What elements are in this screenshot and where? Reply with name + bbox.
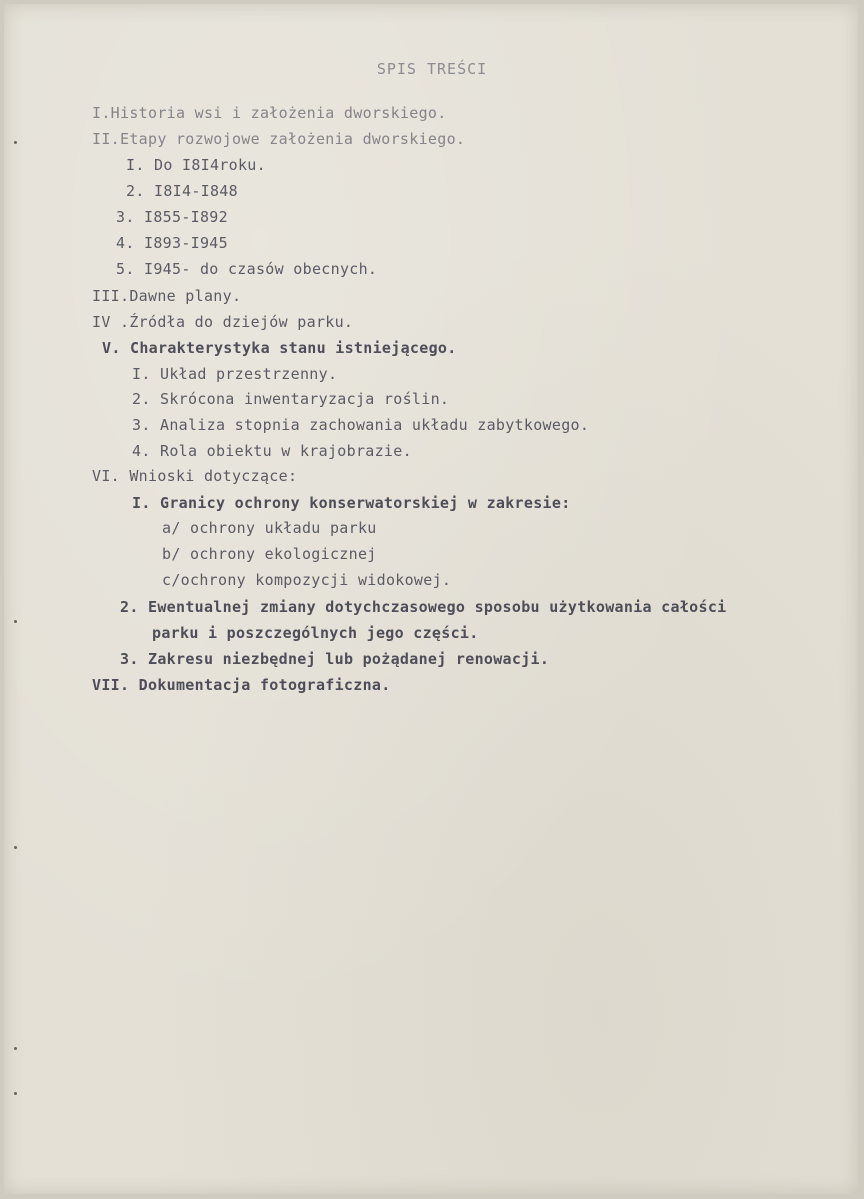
toc-entry: parku i poszczególnych jego części.: [152, 624, 479, 642]
toc-entry: IV .Źródła do dziejów parku.: [92, 313, 354, 331]
toc-entry: a/ ochrony układu parku: [162, 519, 377, 537]
toc-entry: I. Do I8I4roku.: [126, 156, 266, 174]
page-mark: [14, 1092, 17, 1095]
toc-entry: 3. Analiza stopnia zachowania układu zabytkowego.: [132, 416, 590, 434]
toc-entry: III.Dawne plany.: [92, 287, 242, 305]
page-mark: [14, 141, 17, 144]
toc-entry: 2. I8I4-I848: [126, 182, 238, 200]
toc-entry: 5. I945- do czasów obecnych.: [116, 260, 378, 278]
toc-entry: 2. Ewentualnej zmiany dotychczasowego sposobu użytkowania całości: [120, 598, 727, 616]
page-title: SPIS TREŚCI: [376, 60, 488, 78]
toc-entry: 3. Zakresu niezbędnej lub pożądanej renowacji.: [120, 650, 550, 668]
toc-entry: V. Charakterystyka stanu istniejącego.: [102, 339, 457, 357]
page-mark: [14, 846, 17, 849]
toc-entry: I. Układ przestrzenny.: [132, 365, 338, 383]
page-mark: [14, 1047, 17, 1050]
toc-entry: I. Granicy ochrony konserwatorskiej w zakresie:: [132, 494, 571, 512]
toc-entry: II.Etapy rozwojowe założenia dworskiego.: [92, 130, 466, 148]
toc-entry: I.Historia wsi i założenia dworskiego.: [92, 104, 447, 122]
toc-entry: 3. I855-I892: [116, 208, 228, 226]
toc-entry: VII. Dokumentacja fotograficzna.: [92, 676, 391, 694]
toc-entry: 2. Skrócona inwentaryzacja roślin.: [132, 390, 450, 408]
toc-entry: 4. Rola obiektu w krajobrazie.: [132, 442, 412, 460]
toc-entry: b/ ochrony ekologicznej: [162, 545, 377, 563]
toc-entry: VI. Wnioski dotyczące:: [92, 467, 298, 485]
toc-entry: 4. I893-I945: [116, 234, 228, 252]
page-mark: [14, 620, 17, 623]
toc-entry: c/ochrony kompozycji widokowej.: [162, 571, 452, 589]
